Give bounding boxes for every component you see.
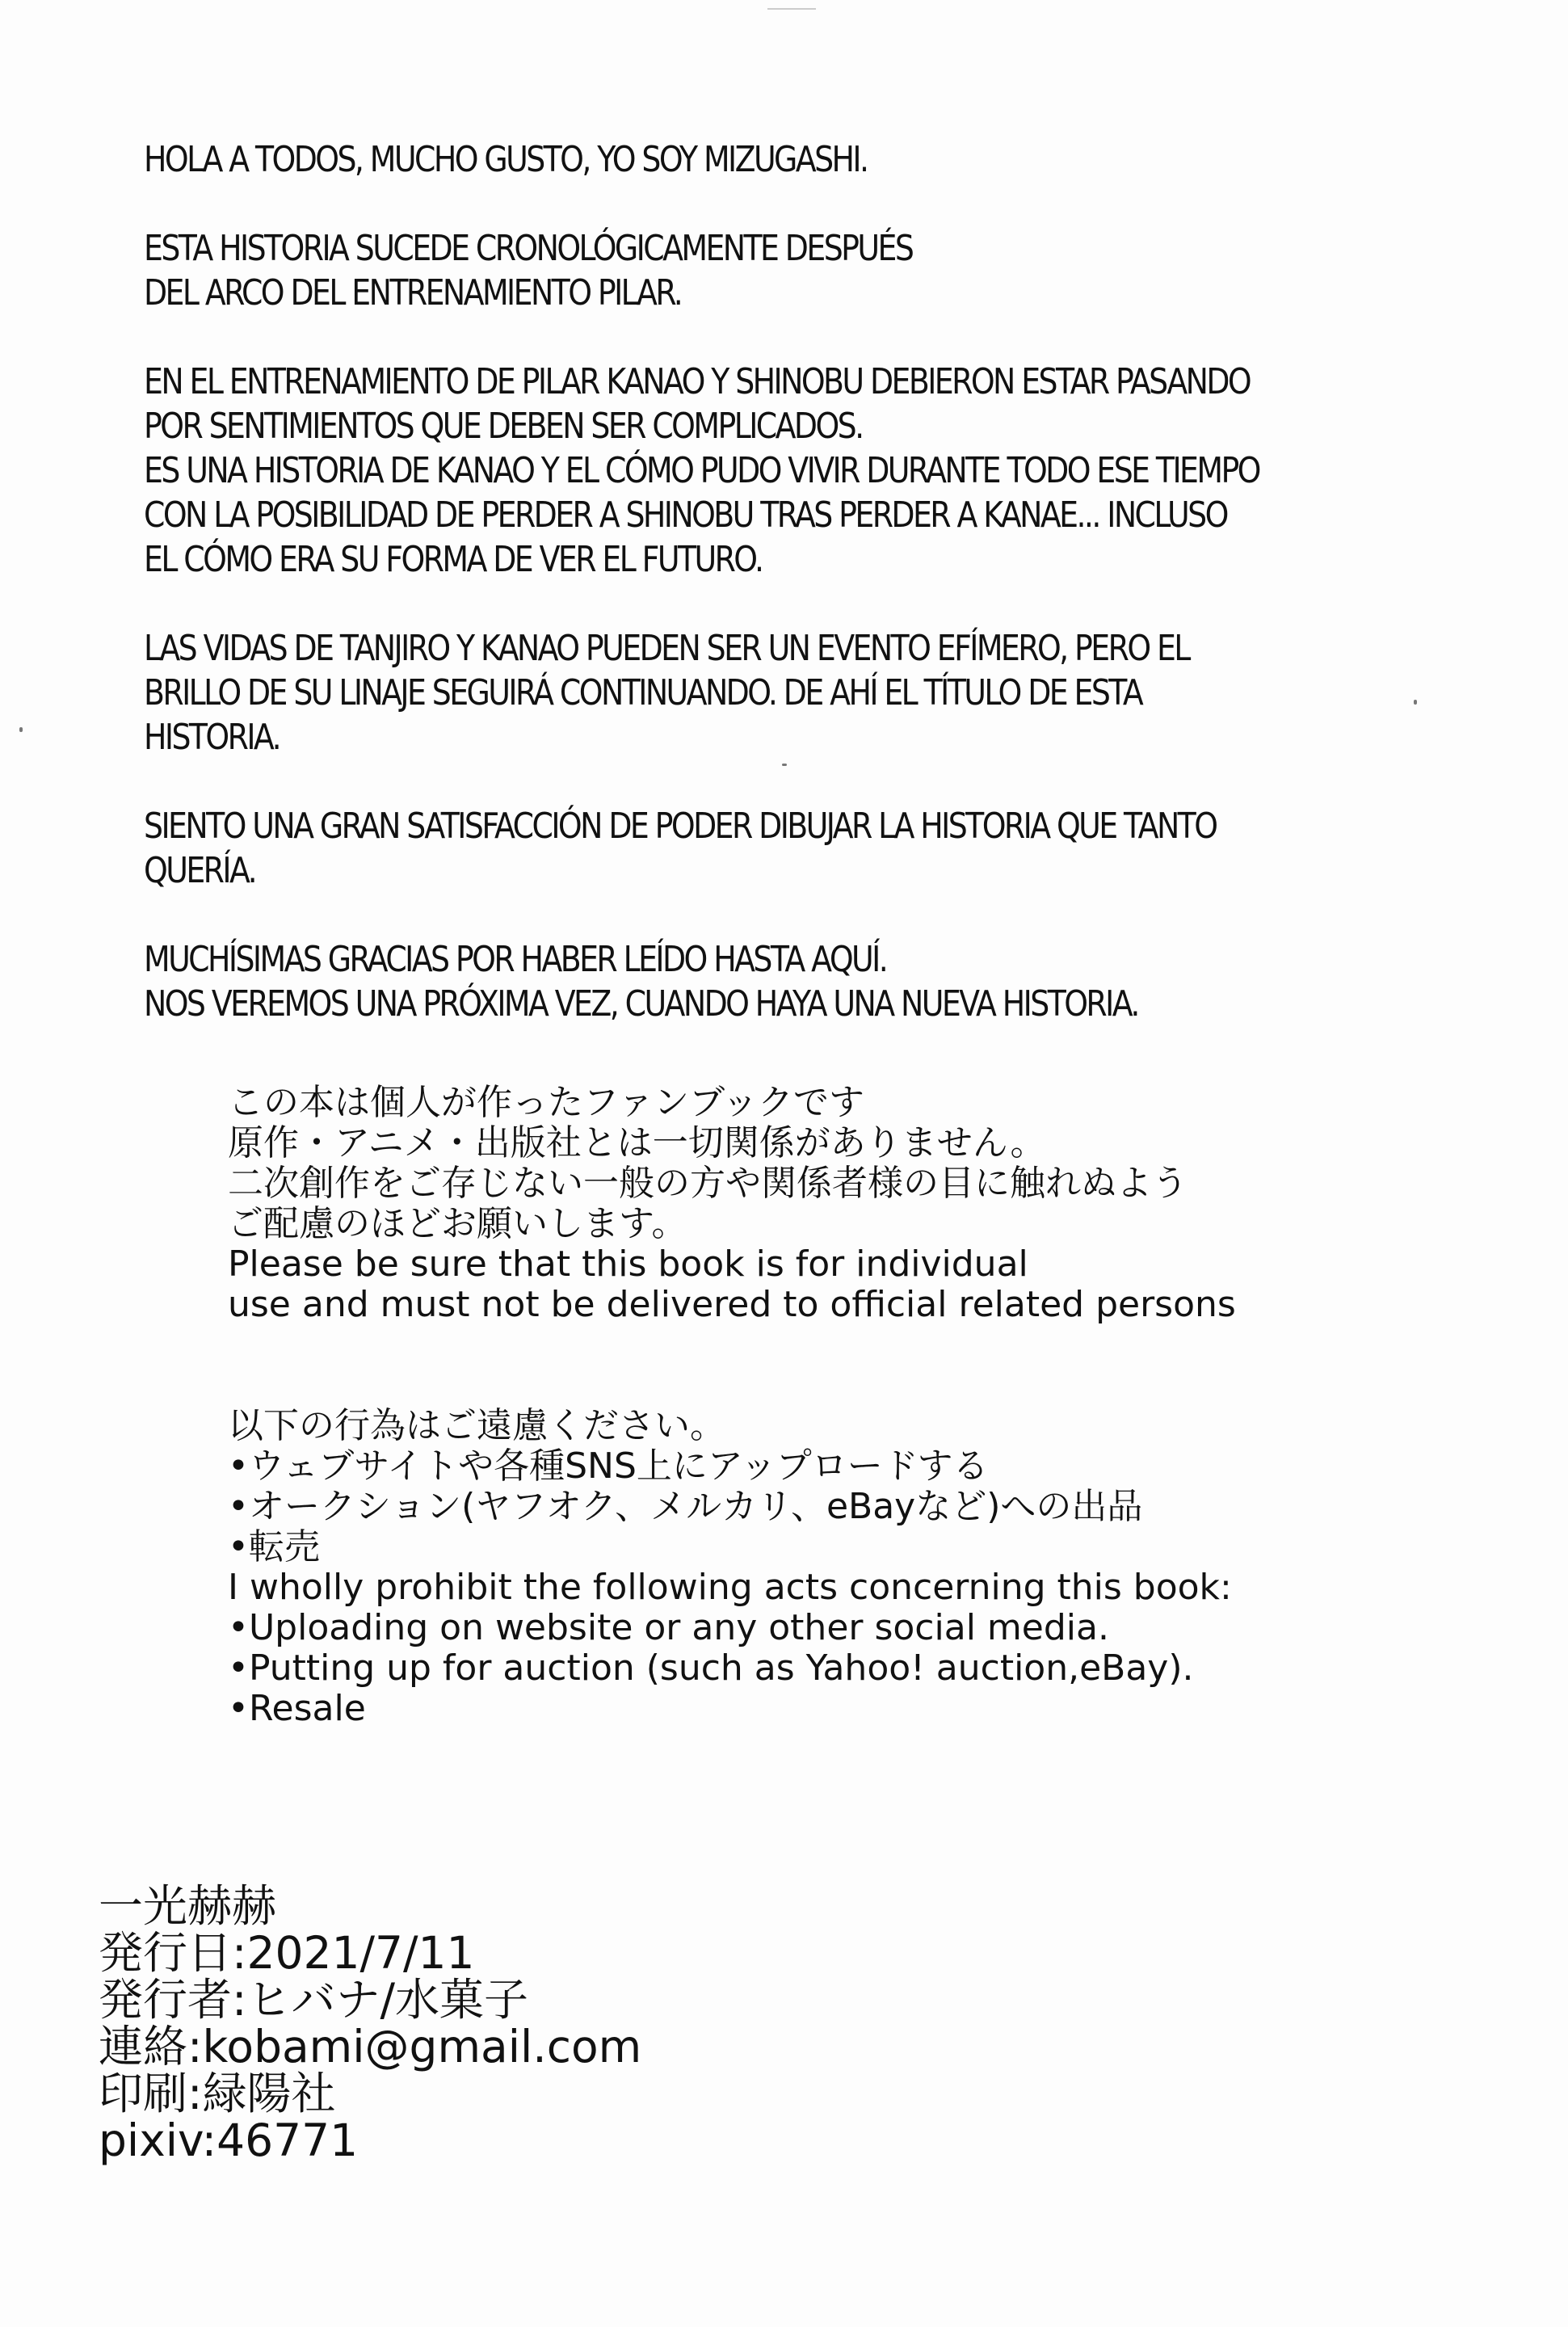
- issue-date: 発行日:2021/7/11: [99, 1927, 475, 1979]
- printer: 印刷:緑陽社: [99, 2068, 336, 2119]
- disclaimer-line: ご配慮のほどお願いします。: [228, 1203, 687, 1244]
- afterword-paragraph-4: [144, 626, 1255, 760]
- afterword-paragraph-3: [144, 360, 1259, 582]
- prohibition-line: I wholly prohibit the following acts concerning this book:: [228, 1567, 1232, 1608]
- prohibitions-block: [228, 1406, 1359, 1729]
- afterword-line: BRILLO DE SU LINAJE SEGUIRÁ CONTINUANDO. DE AHÍ EL TÍTULO DE ESTA: [144, 672, 1142, 713]
- prohibition-line: •転売: [228, 1526, 320, 1567]
- afterword-line: POR SENTIMIENTOS QUE DEBEN SER COMPLICADOS.: [144, 406, 863, 447]
- afterword-line: MUCHÍSIMAS GRACIAS POR HABER LEÍDO HASTA AQUÍ.: [144, 939, 887, 980]
- contact-email: 連絡:kobami@gmail.com: [99, 2021, 642, 2072]
- afterword-line: CON LA POSIBILIDAD DE PERDER A SHINOBU TRAS PERDER A KANAE... INCLUSO: [144, 494, 1227, 536]
- afterword-paragraph-5: [144, 804, 1255, 893]
- usage-notice: [228, 1083, 1359, 1810]
- disclaimer-line: 二次創作をご存じない一般の方や関係者様の目に触れぬよう: [228, 1163, 1188, 1204]
- afterword-line: QUERÍA.: [144, 850, 256, 891]
- prohibition-line: •オークション(ヤフオク、メルカリ、eBayなど)への出品: [228, 1486, 1143, 1527]
- afterword-line: HOLA A TODOS, MUCHO GUSTO, YO SOY MIZUGASHI.: [144, 139, 868, 180]
- publisher: 発行者:ヒバナ/水菓子: [99, 1974, 529, 2026]
- pixiv-id: pixiv:46771: [99, 2114, 359, 2166]
- prohibition-line: •ウェブサイトや各種SNS上にアップロードする: [228, 1445, 989, 1487]
- afterword-line: EN EL ENTRENAMIENTO DE PILAR KANAO Y SHINOBU DEBIERON ESTAR PASANDO: [144, 361, 1251, 402]
- afterword-line: NOS VEREMOS UNA PRÓXIMA VEZ, CUANDO HAYA UNA NUEVA HISTORIA.: [144, 983, 1138, 1025]
- disclaimer-line: use and must not be delivered to official related persons: [228, 1284, 1236, 1325]
- afterword-line: EL CÓMO ERA SU FORMA DE VER EL FUTURO.: [144, 539, 763, 580]
- scan-speck: [1414, 700, 1417, 705]
- book-title: 一光赫赫: [99, 1880, 277, 1932]
- prohibition-line: •Uploading on website or any other social media.: [228, 1607, 1109, 1648]
- afterword-paragraph-1: [144, 137, 1255, 182]
- afterword-line: SIENTO UNA GRAN SATISFACCIÓN DE PODER DIBUJAR LA HISTORIA QUE TANTO: [144, 806, 1217, 847]
- afterword-paragraph-6: [144, 937, 1255, 1026]
- prohibition-line: •Resale: [228, 1688, 366, 1729]
- prohibition-line: •Putting up for auction (such as Yahoo! auction,eBay).: [228, 1647, 1194, 1689]
- scan-speck: [782, 764, 787, 766]
- afterword-line: DEL ARCO DEL ENTRENAMIENTO PILAR.: [144, 272, 682, 313]
- afterword-line: ES UNA HISTORIA DE KANAO Y EL CÓMO PUDO VIVIR DURANTE TODO ESE TIEMPO: [144, 450, 1259, 491]
- afterword-text: [144, 137, 1259, 1071]
- prohibition-line: 以下の行為はご遠慮ください。: [228, 1405, 725, 1446]
- afterword-line: HISTORIA.: [144, 717, 280, 758]
- scan-speck: [19, 727, 23, 732]
- afterword-line: LAS VIDAS DE TANJIRO Y KANAO PUEDEN SER UN EVENTO EFÍMERO, PERO EL: [144, 628, 1189, 669]
- afterword-paragraph-2: [144, 226, 1255, 315]
- disclaimer-line: Please be sure that this book is for individual: [228, 1243, 1028, 1285]
- disclaimer-line: 原作・アニメ・出版社とは一切関係がありません。: [228, 1122, 1046, 1164]
- scan-mark: [767, 8, 816, 10]
- disclaimer-block: [228, 1083, 1359, 1325]
- afterword-line: ESTA HISTORIA SUCEDE CRONOLÓGICAMENTE DESPUÉS: [144, 228, 913, 269]
- colophon: [99, 1880, 642, 2166]
- disclaimer-line: この本は個人が作ったファンブックです: [228, 1082, 865, 1123]
